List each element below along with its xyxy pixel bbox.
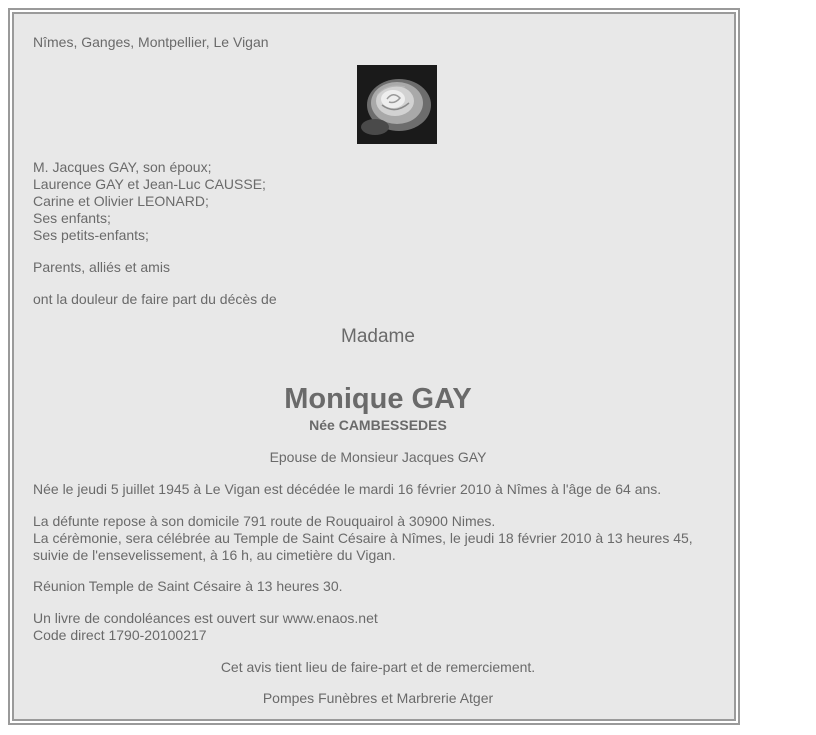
birth-death-line: Née le jeudi 5 juillet 1945 à Le Vigan est décédée le mardi 16 février 2010 à Nîmes à l'âge de 64 ans.	[33, 481, 662, 497]
family-member: Carine et Olivier LEONARD;	[33, 193, 209, 209]
meeting-line: Réunion Temple de Saint Césaire à 13 heures 30.	[33, 578, 343, 594]
spouse-line: Epouse de Monsieur Jacques GAY	[269, 449, 487, 465]
family-member: Ses enfants;	[33, 210, 111, 226]
obituary-frame	[8, 8, 740, 725]
family-member: M. Jacques GAY, son époux;	[33, 159, 212, 175]
maiden-name: Née CAMBESSEDES	[309, 417, 447, 433]
relatives-line: Parents, alliés et amis	[33, 259, 170, 275]
ceremony-line: La défunte repose à son domicile 791 route de Rouquairol à 30900 Nimes.	[33, 513, 496, 529]
ceremony-line: suivie de l'ensevelissement, à 16 h, au cimetière du Vigan.	[33, 547, 396, 563]
condolences-line: Un livre de condoléances est ouvert sur www.enaos.net	[33, 610, 378, 626]
condolences-line: Code direct 1790-20100217	[33, 627, 207, 643]
funeral-home-line: Pompes Funèbres et Marbrerie Atger	[262, 690, 494, 706]
rose-photo	[357, 65, 437, 144]
ceremony-line: La cérèmonie, sera célébrée au Temple de Saint Césaire à Nîmes, le jeudi 18 février 2010 à 13 heures 45,	[33, 530, 693, 546]
obituary-panel	[12, 12, 736, 721]
notice-line: Cet avis tient lieu de faire-part et de remerciement.	[220, 659, 536, 675]
deceased-title: Madame	[341, 326, 415, 347]
family-member: Ses petits-enfants;	[33, 227, 149, 243]
locations-header: Nîmes, Ganges, Montpellier, Le Vigan	[33, 34, 269, 50]
announcement-line: ont la douleur de faire part du décès de	[33, 291, 277, 307]
family-member: Laurence GAY et Jean-Luc CAUSSE;	[33, 176, 266, 192]
deceased-name: Monique GAY	[284, 383, 472, 415]
